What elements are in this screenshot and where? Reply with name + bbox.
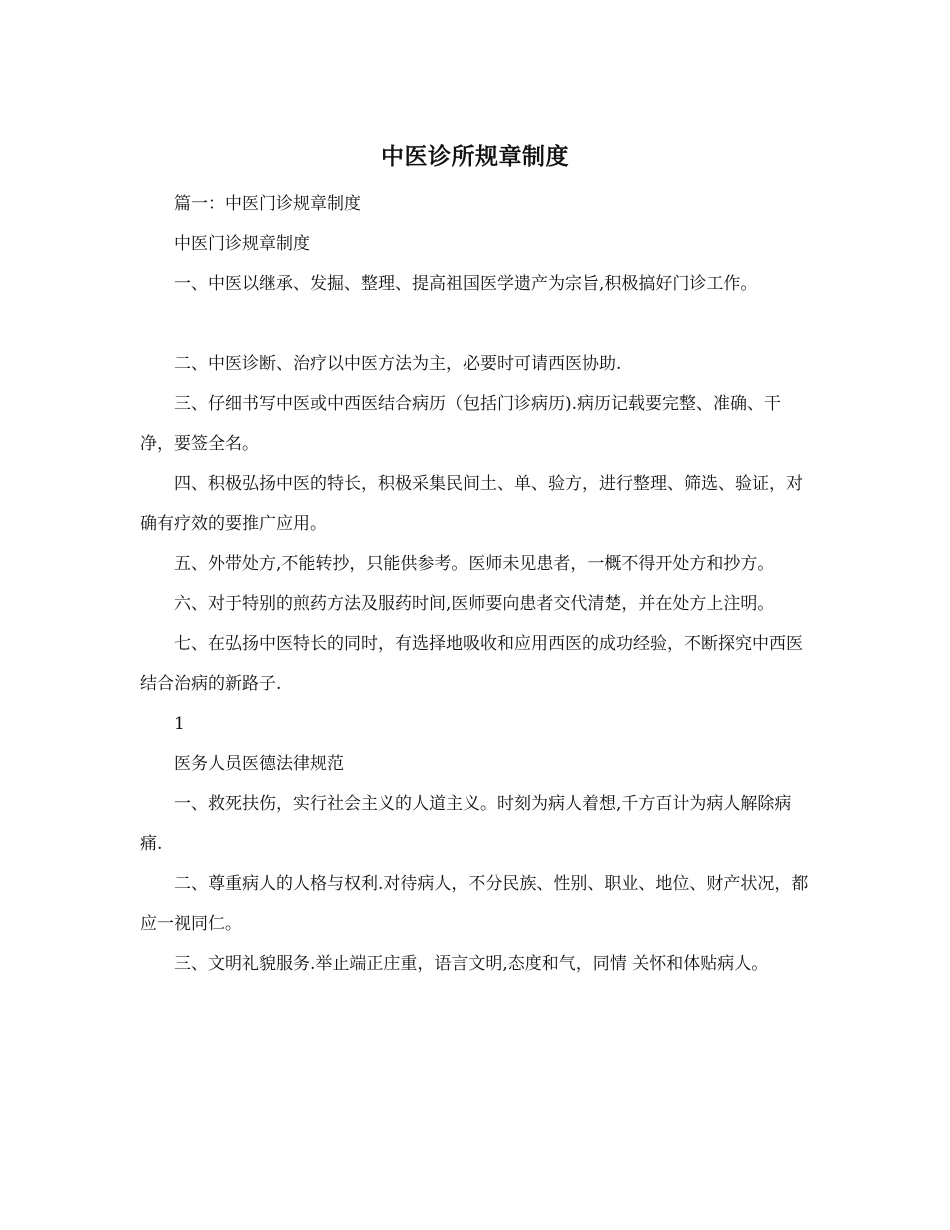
- paragraph-ethics-1: 一、救死扶伤，实行社会主义的人道主义。时刻为病人着想,千方百计为病人解除病痛.: [140, 794, 792, 854]
- document-body: [140, 184, 810, 984]
- paragraph-subtitle: 中医门诊规章制度: [174, 234, 310, 254]
- page-number: 1: [174, 714, 185, 734]
- paragraph-rule-1: 一、中医以继承、发掘、整理、提高祖国医学遗产为宗旨,积极搞好门诊工作。: [174, 274, 758, 294]
- paragraph-ethics-3: 三、文明礼貌服务.举止端正庄重，语言文明,态度和气，同情 关怀和体贴病人。: [174, 954, 769, 974]
- paragraph-rule-3: 三、仔细书写中医或中西医结合病历（包括门诊病历).病历记载要完整、准确、干净，要签全名。: [140, 394, 782, 454]
- paragraph-section-heading-2: 医务人员医德法律规范: [174, 754, 344, 774]
- document-title: 中医诊所规章制度: [381, 143, 569, 170]
- paragraph-rule-6: 六、对于特别的煎药方法及服药时间,医师要向患者交代清楚，并在处方上注明。: [174, 594, 775, 614]
- paragraph-rule-4: 四、积极弘扬中医的特长，积极采集民间土、单、验方，进行整理、筛选、验证，对确有疗效的要推广应用。: [140, 474, 803, 534]
- paragraph-rule-2: 二、中医诊断、治疗以中医方法为主，必要时可请西医协助.: [174, 354, 622, 374]
- paragraph-section-heading: 篇一：中医门诊规章制度: [174, 194, 361, 214]
- paragraph-ethics-2: 二、尊重病人的人格与权利.对待病人，不分民族、性别、职业、地位、财产状况，都应一视同仁。: [140, 874, 809, 934]
- paragraph-rule-5: 五、外带处方,不能转抄，只能供参考。医师未见患者，一概不得开处方和抄方。: [174, 554, 775, 574]
- paragraph-spacer: [140, 304, 810, 344]
- paragraph-rule-7: 七、在弘扬中医特长的同时，有选择地吸收和应用西医的成功经验，不断探究中西医结合治病的新路子.: [140, 634, 803, 694]
